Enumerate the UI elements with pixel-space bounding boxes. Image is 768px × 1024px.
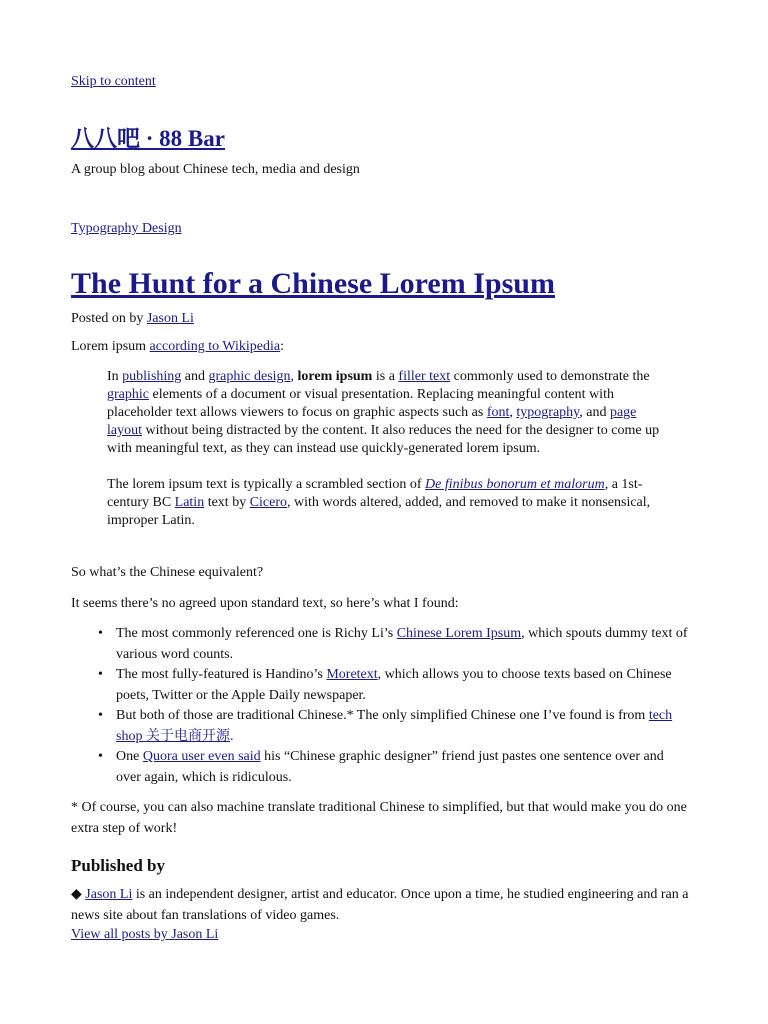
list-item xyxy=(71,665,691,706)
quote-text: In xyxy=(107,369,123,384)
posted-on-label: Posted on by xyxy=(71,311,147,326)
lorem-ipsum-bold: lorem ipsum xyxy=(297,369,373,384)
bio-text: is an independent designer, artist and educator. Once upon a time, he studied engineering and ran a news site about fan translations of video games. xyxy=(71,887,689,923)
question-paragraph: So what’s the Chinese equivalent? xyxy=(71,565,264,580)
bullet-icon: • xyxy=(98,749,103,764)
findings-list xyxy=(71,624,691,788)
site-description: A group blog about Chinese tech, media and design xyxy=(71,162,360,177)
graphic-design-link[interactable]: graphic design xyxy=(208,369,291,384)
latin-link[interactable]: Latin xyxy=(174,495,205,510)
quote-text: The lorem ipsum text is typically a scrambled section of xyxy=(107,477,426,492)
list-text: One xyxy=(116,749,143,764)
bullet-icon: • xyxy=(98,667,103,682)
list-text: The most commonly referenced one is Richy Li’s xyxy=(116,626,397,641)
quote-text: without being distracted by the content. It also reduces the need for the designer to come up with meaningful text, as they can instead use quickly-generated lorem ipsum. xyxy=(107,423,660,456)
quote-text: elements of a document or visual presentation. Replacing meaningful content with placeholder text allows viewers to focus on graphic aspects such as xyxy=(107,387,614,420)
author-bio xyxy=(71,884,693,926)
list-text: his “Chinese graphic designer” friend just pastes one sentence over and over again, which is ridiculous. xyxy=(116,749,664,785)
published-by-heading: Published by xyxy=(71,856,166,875)
found-paragraph: It seems there’s no agreed upon standard text, so here’s what I found: xyxy=(71,596,459,611)
site-title xyxy=(71,124,225,154)
list-text: The most fully-featured is Handino’s xyxy=(116,667,327,682)
list-item xyxy=(71,747,691,788)
quote-text: , xyxy=(290,369,298,384)
filler-text-link[interactable]: filler text xyxy=(398,369,451,384)
post-title xyxy=(71,265,555,303)
intro-paragraph xyxy=(71,338,284,356)
category-link[interactable]: Typography Design xyxy=(71,221,182,236)
quora-user-link[interactable]: Quora user even said xyxy=(142,749,261,764)
wikipedia-link[interactable]: according to Wikipedia xyxy=(149,339,281,354)
list-text: , which spouts dummy text of various word counts. xyxy=(116,626,688,662)
quote-paragraph-1 xyxy=(107,368,663,458)
quote-text: , with words altered, added, and removed to make it nonsensical, improper Latin. xyxy=(107,495,651,528)
footnote: * Of course, you can also machine translate traditional Chinese to simplified, but that would make you do one extra step of work! xyxy=(71,800,687,836)
quote-text: , and xyxy=(579,405,610,420)
chinese-lorem-ipsum-link[interactable]: Chinese Lorem Ipsum xyxy=(396,626,522,641)
quote-text: , xyxy=(509,405,517,420)
quote-text: , a 1st-century BC xyxy=(107,477,643,510)
site-title-link[interactable]: 八八吧 · 88 Bar xyxy=(71,126,225,151)
publishing-link[interactable]: publishing xyxy=(122,369,182,384)
moretext-link[interactable]: Moretext xyxy=(326,667,378,682)
bio-author-link[interactable]: Jason Li xyxy=(85,887,133,902)
wikipedia-quote xyxy=(107,368,663,530)
bullet-icon: • xyxy=(98,708,103,723)
list-text: But both of those are traditional Chinese.* The only simplified Chinese one I’ve found is from xyxy=(116,708,649,723)
skip-to-content-link[interactable]: Skip to content xyxy=(71,74,156,89)
list-text: . xyxy=(229,728,234,744)
page-layout-link[interactable]: page layout xyxy=(107,405,637,438)
list-item xyxy=(71,624,691,665)
view-all-posts-link[interactable]: View all posts by Jason Li xyxy=(71,927,219,942)
intro-colon: : xyxy=(280,339,285,354)
post-title-link[interactable]: The Hunt for a Chinese Lorem Ipsum xyxy=(71,267,555,300)
de-finibus-link[interactable]: De finibus bonorum et malorum xyxy=(425,477,605,492)
author-link[interactable]: Jason Li xyxy=(146,311,194,326)
tech-shop-link[interactable]: tech shop 关于电商开源 xyxy=(116,708,673,744)
typography-link[interactable]: typography xyxy=(516,405,580,420)
font-link[interactable]: font xyxy=(486,405,510,420)
quote-paragraph-2 xyxy=(107,476,663,530)
intro-text: Lorem ipsum xyxy=(71,339,150,354)
diamond-icon: ◆ xyxy=(71,887,82,902)
quote-text: commonly used to demonstrate the xyxy=(450,369,650,384)
quote-text: and xyxy=(181,369,209,384)
list-item xyxy=(71,706,691,747)
bullet-icon: • xyxy=(98,626,103,641)
list-text: , which allows you to choose texts based on Chinese poets, Twitter or the Apple Daily newspaper. xyxy=(116,667,672,703)
quote-text: is a xyxy=(372,369,399,384)
cicero-link[interactable]: Cicero xyxy=(249,495,288,510)
quote-text: text by xyxy=(204,495,250,510)
post-meta xyxy=(71,310,194,328)
graphic-link[interactable]: graphic xyxy=(107,387,149,402)
